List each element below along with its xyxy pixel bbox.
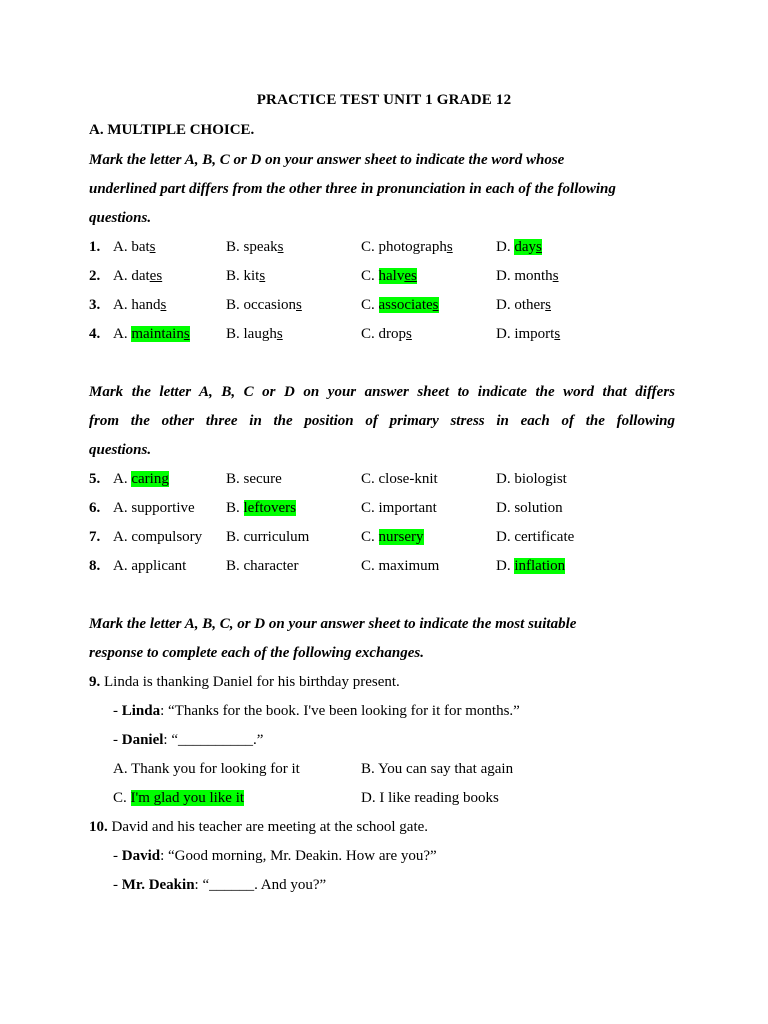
question-row [89,552,689,581]
highlighted-word [131,326,189,342]
answer-option-b[interactable] [226,320,283,349]
dialogue-text: : “__________.” [163,732,264,748]
answer-option-a[interactable] [113,233,156,262]
answer-option-b[interactable] [226,233,284,262]
option-text: supportive [131,500,195,516]
underlined-part: s [277,239,284,255]
option-letter: C [361,529,372,545]
instruction-pronunciation [89,146,675,233]
question-9-option-c[interactable]: C. I'm glad you like it [113,790,245,806]
speaker-name: Linda [121,703,161,719]
option-text: applicant [131,558,187,574]
question-9-stem [89,668,400,697]
question-row [89,494,689,523]
instruction-line: Mark the letter A, B, C, or D on your answer sheet to indicate the most suitable [89,616,577,632]
option-text: . photograph [371,239,447,255]
instruction-line: questions. [89,210,152,226]
option-letter: A [113,297,124,313]
instruction-line: response to complete each of the following exchanges. [89,645,424,661]
section-heading: A. MULTIPLE CHOICE. [89,122,255,138]
stem-text: Linda is thanking Daniel for his birthday present. [100,674,400,690]
option-text: . Thank you for looking for it [123,761,300,777]
option-text: . hand [123,297,161,313]
option-letter: D [496,239,507,255]
instruction-line: from the other three in the position of primary stress in each of the following [89,413,675,429]
answer-option-b[interactable]: B. curriculum [226,529,310,545]
option-text-highlighted: I'm glad you like it [130,790,245,806]
option-text: . [371,297,379,313]
option-text: solution [514,500,563,516]
option-letter: D [496,297,507,313]
option-letter: B [226,268,237,284]
question-number: 4. [89,326,101,342]
option-text: character [243,558,299,574]
option-text: . laugh [236,326,277,342]
speaker-name: Mr. Deakin [121,877,195,893]
highlighted-word [379,268,417,284]
option-letter: B [226,500,237,516]
answer-option-d[interactable] [496,262,559,291]
option-text: close-knit [378,471,438,487]
answer-option-b[interactable]: B. character [226,558,299,574]
highlighted-word: nursery [378,529,424,545]
question-number: 3. [89,297,101,313]
answer-option-d[interactable]: D. inflation [496,558,566,574]
option-text: . [371,268,379,284]
answer-option-c[interactable] [361,233,453,262]
answer-option-c[interactable]: C. maximum [361,558,440,574]
option-text: . [506,239,515,255]
option-text: . I like reading books [371,790,499,806]
question-10-stem [89,813,428,842]
option-letter: B [226,471,237,487]
question-row [89,320,689,349]
stem-text: David and his teacher are meeting at the school gate. [107,819,429,835]
option-letter: C [361,326,372,342]
option-letter: C [361,297,372,313]
option-text: curriculum [243,529,310,545]
underlined-part: es [149,268,163,284]
answer-option-d[interactable] [496,320,560,349]
option-letter: B [226,239,237,255]
instruction-exchanges [89,610,675,668]
question-number: 6. [89,500,101,516]
option-letter: A [113,529,124,545]
option-text: certificate [514,529,575,545]
answer-option-c[interactable]: C. important [361,500,437,516]
question-9-dialogue-line-1: - Linda: “Thanks for the book. I've been looking for it for months.” [113,703,520,719]
option-text: . drop [371,326,407,342]
option-letter: C [361,268,372,284]
word-stem: associate [378,297,433,313]
highlighted-word [514,239,542,255]
underlined-part: s [160,297,167,313]
answer-option-d[interactable] [496,233,542,262]
option-letter: A [113,239,124,255]
question-row [89,291,689,320]
option-text: . other [506,297,546,313]
question-number: 5. [89,471,101,487]
option-text: . dat [123,268,150,284]
option-text: important [378,500,437,516]
underlined-part: s [259,268,266,284]
question-number: 10. [89,819,108,835]
question-9-option-a[interactable]: A. Thank you for looking for it [113,761,300,777]
option-text: secure [243,471,282,487]
highlighted-word: caring [131,471,169,487]
answer-option-d[interactable]: D. biologist [496,471,567,487]
option-letter: C [361,558,372,574]
underlined-part: s [446,239,453,255]
answer-option-a[interactable]: A. supportive [113,500,195,516]
option-text: . month [506,268,553,284]
question-row [89,262,689,291]
highlighted-word [379,297,439,313]
option-letter: B [226,558,237,574]
option-letter: A [113,326,124,342]
answer-option-d[interactable] [496,291,551,320]
option-letter: D [496,529,507,545]
speaker-name: Daniel [121,732,164,748]
question-number: 9. [89,674,101,690]
question-9-option-d[interactable]: D. I like reading books [361,790,499,806]
instruction-line: underlined part differs from the other three in pronunciation in each of the following [89,181,616,197]
underlined-part: es [404,268,417,284]
option-text: . speak [236,239,278,255]
option-letter: D [496,268,507,284]
underlined-part: s [149,239,156,255]
question-number: 7. [89,529,101,545]
answer-option-b[interactable]: B. leftovers [226,500,296,516]
option-letter: A [113,471,124,487]
answer-option-a[interactable]: A. compulsory [113,529,203,545]
answer-option-a[interactable] [113,262,162,291]
option-text: . You can say that again [371,761,514,777]
answer-option-c[interactable]: C. close-knit [361,471,438,487]
answer-option-b[interactable]: B. secure [226,471,282,487]
option-letter: D [496,326,507,342]
dialogue-text: : “______. And you?” [194,877,327,893]
option-text: . bat [123,239,150,255]
highlighted-word: leftovers [243,500,296,516]
option-letter: A [113,558,124,574]
underlined-part: s [552,268,559,284]
answer-option-b[interactable] [226,262,265,291]
option-text: maximum [378,558,440,574]
question-row [89,465,689,494]
underlined-part: s [276,326,283,342]
option-letter: C [361,471,372,487]
option-letter: B [226,529,237,545]
option-letter: B [226,297,237,313]
answer-option-a[interactable]: A. caring [113,471,169,487]
answer-option-c[interactable] [361,291,439,320]
underlined-part: s [406,326,412,342]
option-letter: C [361,239,372,255]
underlined-part: s [536,239,542,255]
option-letter: D [496,558,507,574]
dialogue-text: : “Thanks for the book. I've been looking for it for months.” [160,703,520,719]
option-text: . kit [236,268,260,284]
answer-option-c[interactable]: C. nursery [361,529,424,545]
option-text: . occasion [236,297,296,313]
question-number: 2. [89,268,101,284]
answer-option-b[interactable] [226,291,302,320]
word-stem: day [514,239,537,255]
option-text: . [123,326,132,342]
option-letter: A [113,268,124,284]
question-number: 8. [89,558,101,574]
instruction-line: Mark the letter A, B, C or D on your answer sheet to indicate the word whose [89,152,565,168]
question-10-dialogue-line-2: - Mr. Deakin: “______. And you?” [113,877,327,893]
underlined-part: s [296,297,302,313]
question-9-dialogue-line-2: - Daniel: “__________.” [113,732,264,748]
option-letter: A [113,500,124,516]
underlined-part: s [545,297,552,313]
underlined-part: s [183,326,190,342]
underlined-part: s [554,326,561,342]
speaker-name: David [121,848,161,864]
option-text: . import [506,326,555,342]
option-letter: B [226,326,237,342]
answer-option-c[interactable] [361,320,412,349]
dialogue-text: : “Good morning, Mr. Deakin. How are you?” [160,848,437,864]
instruction-stress [89,378,675,465]
highlighted-word: inflation [514,558,566,574]
instruction-line: Mark the letter A, B, C or D on your answer sheet to indicate the word that differs [89,384,675,400]
option-text: biologist [514,471,567,487]
instruction-line: questions. [89,442,152,458]
question-10-dialogue-line-1: - David: “Good morning, Mr. Deakin. How are you?” [113,848,437,864]
answer-option-a[interactable]: A. applicant [113,558,187,574]
question-row [89,523,689,552]
question-9-option-b[interactable]: B. You can say that again [361,761,514,777]
word-stem: maintain [131,326,184,342]
option-letter: D [496,471,507,487]
word-stem: halv [378,268,405,284]
answer-option-a[interactable] [113,320,190,349]
answer-option-d[interactable]: D. certificate [496,529,575,545]
answer-option-c[interactable] [361,262,417,291]
answer-option-a[interactable] [113,291,166,320]
underlined-part: s [432,297,439,313]
option-letter: D [496,500,507,516]
option-text: compulsory [131,529,203,545]
answer-option-d[interactable]: D. solution [496,500,563,516]
option-letter: C [361,500,372,516]
page-title: PRACTICE TEST UNIT 1 GRADE 12 [256,92,512,108]
question-row [89,233,689,262]
question-number: 1. [89,239,101,255]
